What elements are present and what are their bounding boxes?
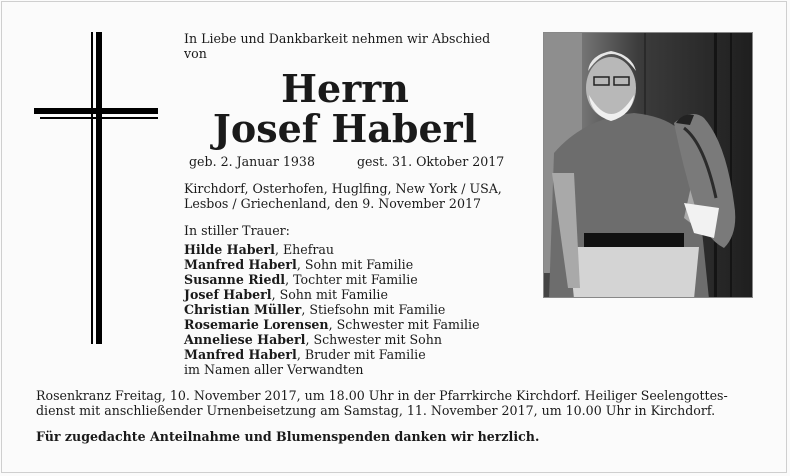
mourner-name: Christian Müller (184, 302, 302, 317)
service-info-line-2: dienst mit anschließender Urnenbeisetzung am Samstag, 11. November 2017, um 10.00 Uhr in Kirchdorf. (36, 403, 716, 418)
mourner-name: Josef Haberl (184, 287, 272, 302)
mourner-name: Manfred Haberl (184, 257, 297, 272)
intro-line-1: In Liebe und Dankbarkeit nehmen wir Abschied (184, 31, 491, 46)
mourner-relation: , Sohn mit Familie (271, 287, 388, 302)
mourner-relation: , Sohn mit Familie (296, 257, 414, 272)
mourner-name: Susanne Riedl (184, 272, 286, 287)
thanks-line: Für zugedachte Anteilnahme und Blumenspenden danken wir herzlich. (36, 429, 540, 444)
mourner-relation: , Stiefsohn mit Familie (301, 302, 446, 317)
mourner-item (184, 302, 445, 317)
salutation: Herrn (281, 66, 409, 111)
mourner-item (184, 347, 426, 362)
deceased-name: Josef Haberl (212, 106, 478, 151)
mourner-relation: , Bruder mit Familie (296, 347, 426, 362)
mourner-item (184, 242, 334, 257)
service-info-line-1: Rosenkranz Freitag, 10. November 2017, um 18.00 Uhr in der Pfarrkirche Kirchdorf. Heiliger Seelengottes- (36, 388, 728, 403)
mourner-item (184, 272, 418, 287)
mourner-name: Hilde Haberl (184, 242, 275, 257)
death-date: gest. 31. Oktober 2017 (357, 154, 505, 169)
places-line-2: Lesbos / Griechenland, den 9. November 2017 (184, 196, 481, 211)
mourner-item (184, 332, 442, 347)
mourner-name: Rosemarie Lorensen (184, 317, 329, 332)
mourner-relation: , Tochter mit Familie (285, 272, 418, 287)
portrait-photo (543, 32, 753, 298)
mourner-name: Manfred Haberl (184, 347, 297, 362)
relatives-line: im Namen aller Verwandten (184, 362, 364, 377)
mourner-name: Anneliese Haberl (184, 332, 306, 347)
mourner-item (184, 317, 480, 332)
mourner-relation: , Ehefrau (274, 242, 335, 257)
mourners-heading: In stiller Trauer: (184, 223, 290, 238)
mourner-relation: , Schwester mit Sohn (305, 332, 442, 347)
birth-date: geb. 2. Januar 1938 (189, 154, 315, 169)
portrait-photo-graphic (544, 33, 753, 298)
places-line-1: Kirchdorf, Osterhofen, Huglfing, New York / USA, (184, 181, 502, 196)
mourner-relation: , Schwester mit Familie (328, 317, 480, 332)
intro-line-2: von (184, 46, 207, 61)
mourner-item (184, 287, 388, 302)
mourner-item (184, 257, 413, 272)
